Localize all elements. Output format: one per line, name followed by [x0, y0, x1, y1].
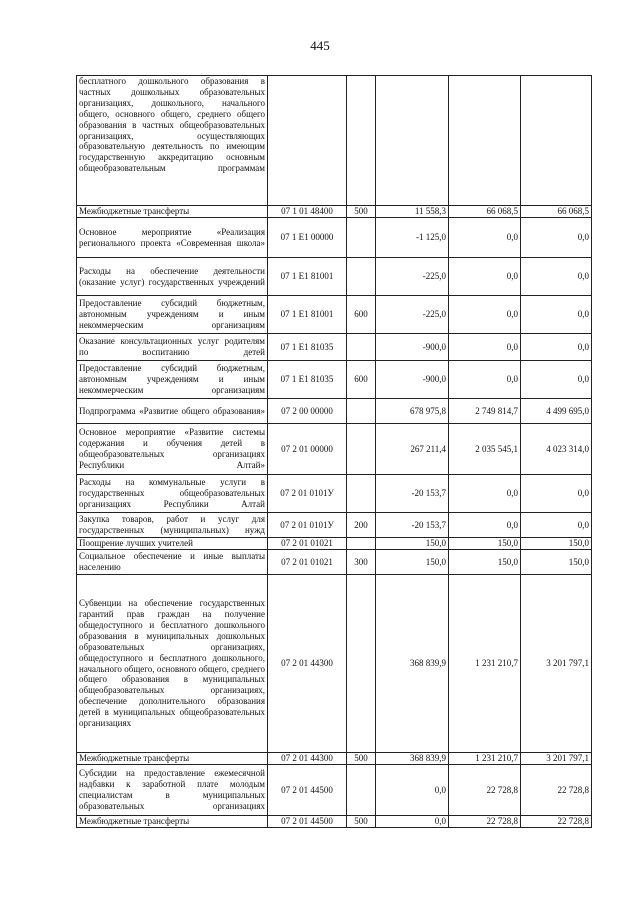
row-vr [347, 475, 376, 513]
table-row [77, 424, 592, 475]
row-code: 07 1 E1 00000 [268, 218, 347, 258]
row-code: 07 2 01 00000 [268, 424, 347, 475]
table-row [77, 399, 592, 424]
row-code: 07 1 E1 81001 [268, 258, 347, 296]
row-value-3: 3 201 797,1 [521, 753, 592, 765]
row-value-2: 0,0 [449, 334, 521, 361]
row-name: Предоставление субсидий бюджетным, автономным учреждениям и иным некоммерческим организациям [77, 361, 268, 399]
row-value-2: 0,0 [449, 513, 521, 538]
budget-table [76, 75, 592, 828]
row-value-2: 66 068,5 [449, 206, 521, 218]
row-value-1: -900,0 [376, 334, 449, 361]
table-row [77, 361, 592, 399]
row-vr [347, 334, 376, 361]
row-name: Межбюджетные трансферты [77, 206, 268, 218]
row-vr: 500 [347, 206, 376, 218]
row-value-1: 0,0 [376, 816, 449, 828]
row-value-3: 0,0 [521, 475, 592, 513]
row-value-2: 0,0 [449, 258, 521, 296]
row-vr: 500 [347, 816, 376, 828]
row-value-3: 4 023 314,0 [521, 424, 592, 475]
table-row [77, 475, 592, 513]
row-name: Расходы на коммунальные услуги в государственных общеобразовательных организациях Республики Алтай [77, 475, 268, 513]
row-name: Межбюджетные трансферты [77, 753, 268, 765]
row-value-3: 3 201 797,1 [521, 575, 592, 753]
row-value-2: 0,0 [449, 475, 521, 513]
row-value-3: 0,0 [521, 513, 592, 538]
row-code: 07 2 01 01021 [268, 538, 347, 550]
row-value-2: 1 231 210,7 [449, 575, 521, 753]
row-value-1: -20 153,7 [376, 475, 449, 513]
row-code: 07 1 01 48400 [268, 206, 347, 218]
table-row [77, 538, 592, 550]
row-value-1: -20 153,7 [376, 513, 449, 538]
row-value-1: 267 211,4 [376, 424, 449, 475]
table-row [77, 550, 592, 575]
row-name: Предоставление субсидий бюджетным, автономным учреждениям и иным некоммерческим организациям [77, 296, 268, 334]
row-value-3: 150,0 [521, 550, 592, 575]
row-vr: 600 [347, 296, 376, 334]
row-value-3: 4 499 695,0 [521, 399, 592, 424]
row-value-1: 150,0 [376, 538, 449, 550]
row-value-1: 368 839,9 [376, 575, 449, 753]
row-value-3: 0,0 [521, 218, 592, 258]
table-row [77, 258, 592, 296]
row-code: 07 2 01 44500 [268, 765, 347, 816]
table-row [77, 765, 592, 816]
row-value-2: 150,0 [449, 550, 521, 575]
row-code: 07 2 00 00000 [268, 399, 347, 424]
table-row [77, 513, 592, 538]
row-name: бесплатного дошкольного образования в частных дошкольных образовательных организациях, дошкольного, начального общего, основного общего, среднего общего образования в частных общеобразовательных организациях, осуществляющих образовательную деятельность по имеющим государственную аккредитацию основным общеобразовательным программам [77, 76, 268, 206]
row-value-3 [521, 76, 592, 206]
row-value-3: 150,0 [521, 538, 592, 550]
row-value-1: 0,0 [376, 765, 449, 816]
row-value-3: 22 728,8 [521, 816, 592, 828]
row-name: Субсидии на предоставление ежемесячной надбавки к заработной плате молодым специалистам в муниципальных образовательных организациях [77, 765, 268, 816]
row-value-2: 1 231 210,7 [449, 753, 521, 765]
row-value-1: 11 558,3 [376, 206, 449, 218]
row-name: Подпрограмма «Развитие общего образования» [77, 399, 268, 424]
row-name: Субвенции на обеспечение государственных гарантий прав граждан на получение общедоступного и бесплатного дошкольного образования в муниципальных дошкольных образовательных организациях, общедоступного и бесплатного дошкольного, начального общего, основного общего, среднего общего образования в муниципальных общеобразовательных организациях, обеспечение дополнительного образования детей в муниципальных общеобразовательных организациях [77, 575, 268, 753]
row-value-1: -225,0 [376, 258, 449, 296]
row-vr [347, 538, 376, 550]
table-row [77, 76, 592, 206]
row-code: 07 2 01 0101У [268, 513, 347, 538]
row-value-2: 22 728,8 [449, 816, 521, 828]
row-vr [347, 218, 376, 258]
row-code [268, 76, 347, 206]
row-value-2: 0,0 [449, 218, 521, 258]
row-value-1: 368 839,9 [376, 753, 449, 765]
table-row [77, 575, 592, 753]
row-value-1: -1 125,0 [376, 218, 449, 258]
row-code: 07 2 01 0101У [268, 475, 347, 513]
row-value-2: 0,0 [449, 296, 521, 334]
row-name: Межбюджетные трансферты [77, 816, 268, 828]
row-value-3: 0,0 [521, 296, 592, 334]
table-row [77, 218, 592, 258]
row-vr: 300 [347, 550, 376, 575]
row-vr: 500 [347, 753, 376, 765]
row-name: Поощрение лучших учителей [77, 538, 268, 550]
row-vr [347, 424, 376, 475]
row-name: Закупка товаров, работ и услуг для государственных (муниципальных) нужд [77, 513, 268, 538]
row-value-3: 0,0 [521, 334, 592, 361]
row-name: Расходы на обеспечение деятельности (оказание услуг) государственных учреждений [77, 258, 268, 296]
row-code: 07 2 01 01021 [268, 550, 347, 575]
row-code: 07 2 01 44500 [268, 816, 347, 828]
table-row [77, 296, 592, 334]
row-value-1: -225,0 [376, 296, 449, 334]
row-code: 07 1 E1 81035 [268, 334, 347, 361]
row-value-1: -900,0 [376, 361, 449, 399]
row-vr: 200 [347, 513, 376, 538]
row-vr [347, 76, 376, 206]
table-row [77, 334, 592, 361]
row-value-2: 2 035 545,1 [449, 424, 521, 475]
row-vr [347, 765, 376, 816]
row-value-2: 2 749 814,7 [449, 399, 521, 424]
row-code: 07 1 E1 81035 [268, 361, 347, 399]
row-value-2: 22 728,8 [449, 765, 521, 816]
row-value-2 [449, 76, 521, 206]
row-name: Основное мероприятие «Развитие системы содержания и обучения детей в общеобразовательных организациях Республики Алтай» [77, 424, 268, 475]
row-vr [347, 258, 376, 296]
row-value-1: 678 975,8 [376, 399, 449, 424]
row-name: Оказание консультационных услуг родителям по воспитанию детей [77, 334, 268, 361]
table-row [77, 816, 592, 828]
row-code: 07 2 01 44300 [268, 575, 347, 753]
table-row [77, 206, 592, 218]
row-vr: 600 [347, 361, 376, 399]
row-value-2: 0,0 [449, 361, 521, 399]
row-name: Основное мероприятие «Реализация регионального проекта «Современная школа» [77, 218, 268, 258]
row-code: 07 2 01 44300 [268, 753, 347, 765]
row-value-3: 0,0 [521, 361, 592, 399]
row-code: 07 1 E1 81001 [268, 296, 347, 334]
row-value-3: 0,0 [521, 258, 592, 296]
row-name: Социальное обеспечение и иные выплаты населению [77, 550, 268, 575]
table-row [77, 753, 592, 765]
row-vr [347, 399, 376, 424]
page-number: 445 [310, 38, 330, 53]
row-value-3: 66 068,5 [521, 206, 592, 218]
row-vr [347, 575, 376, 753]
row-value-1: 150,0 [376, 550, 449, 575]
row-value-1 [376, 76, 449, 206]
row-value-3: 22 728,8 [521, 765, 592, 816]
row-value-2: 150,0 [449, 538, 521, 550]
